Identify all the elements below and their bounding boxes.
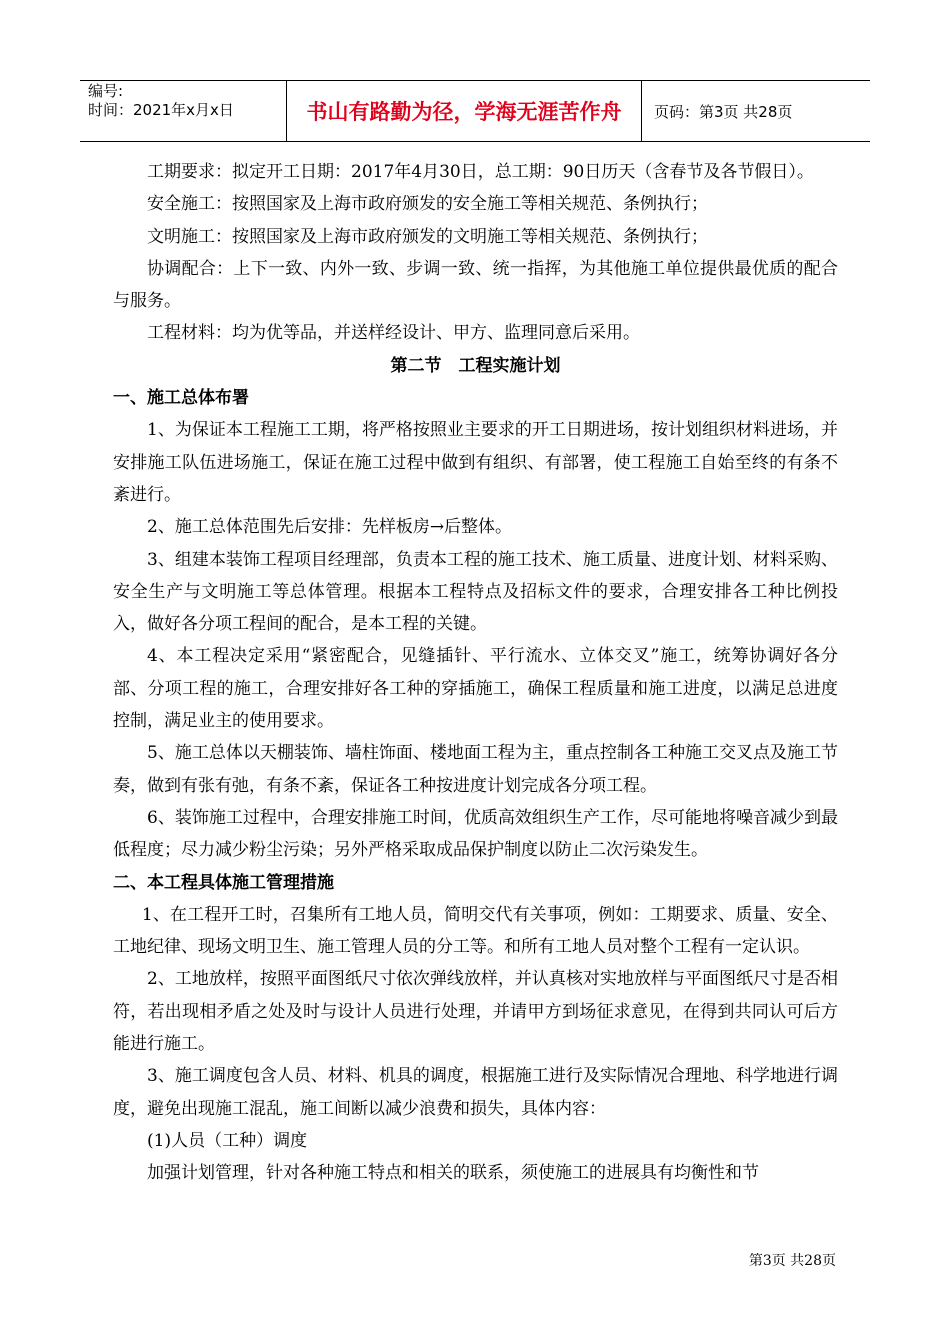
paragraph-deployment-1: 1、为保证本工程施工工期，将严格按照业主要求的开工日期进场，按计划组织材料进场，并安排施工队伍进场施工，保证在施工过程中做到有组织、有部署，使工程施工自始至终的有条不紊进行。: [113, 420, 838, 505]
paragraph-measures-3: 3、施工调度包含人员、材料、机具的调度，根据施工进行及实际情况合理地、科学地进行调度，避免出现施工混乱，施工间断以减少浪费和损失，具体内容：: [113, 1066, 838, 1119]
header-meta: [80, 81, 287, 141]
paragraph-measures-3-1: (1)人员（工种）调度: [147, 1130, 308, 1151]
paragraph-deployment-6: 6、装饰施工过程中，合理安排施工时间，优质高效组织生产工作，尽可能地将噪音减少到最低程度；尽力减少粉尘污染；另外严格采取成品保护制度以防止二次污染发生。: [113, 807, 838, 861]
document-body: [113, 156, 838, 1190]
heading-overall-deployment: 一、施工总体布署: [113, 388, 249, 409]
paragraph-measures-1: 1、在工程开工时，召集所有工地人员，简明交代有关事项，例如：工期要求、质量、安全、工地纪律、现场文明卫生、施工管理人员的分工等。和所有工地人员对整个工程有一定认识。: [113, 904, 838, 958]
paragraph-civilized: 文明施工：按照国家及上海市政府颁发的文明施工等相关规范、条例执行；: [147, 226, 708, 247]
paragraph-safety: 安全施工：按照国家及上海市政府颁发的安全施工等相关规范、条例执行；: [147, 194, 708, 215]
document-time-label: 时间：2021年x月x日: [88, 101, 234, 119]
document-number-label: 编号:: [88, 82, 124, 100]
page-footer: 第3页 共28页: [748, 1253, 836, 1269]
paragraph-deployment-5: 5、施工总体以天棚装饰、墙柱饰面、楼地面工程为主，重点控制各工种施工交叉点及施工节奏，做到有张有弛，有条不紊，保证各工种按进度计划完成各分项工程。: [113, 743, 838, 796]
paragraph-materials: 工程材料：均为优等品，并送样经设计、甲方、监理同意后采用。: [147, 323, 640, 344]
paragraph-coordination: 协调配合：上下一致、内外一致、步调一致、统一指挥，为其他施工单位提供最优质的配合与服务。: [113, 258, 838, 312]
header-motto: 书山有路勤为径，学海无涯苦作舟: [287, 81, 642, 141]
paragraph-schedule: 工期要求：拟定开工日期：2017年4月30日，总工期：90日历天（含春节及各节假日）。: [147, 162, 814, 182]
paragraph-deployment-2: 2、施工总体范围先后安排：先样板房→后整体。: [147, 517, 513, 538]
section-title: 第二节 工程实施计划: [390, 355, 561, 376]
paragraph-measures-2: 2、工地放样，按照平面图纸尺寸依次弹线放样，并认真核对实地放样与平面图纸尺寸是否相符，若出现相矛盾之处及时与设计人员进行处理，并请甲方到场征求意见，在得到共同认可后方能进行施工。: [113, 969, 838, 1055]
paragraph-measures-3-1-text: 加强计划管理，针对各种施工特点和相关的联系，须使施工的进展具有均衡性和节: [147, 1163, 759, 1184]
page-header: [80, 80, 870, 142]
paragraph-deployment-3: 3、组建本装饰工程项目经理部，负责本工程的施工技术、施工质量、进度计划、材料采购、安全生产与文明施工等总体管理。根据本工程特点及招标文件的要求，合理安排各工种比例投入，做好各分项工程间的配合，是本工程的关键。: [113, 549, 838, 635]
header-page-number: 页码：第3页 共28页: [654, 102, 793, 121]
heading-management-measures: 二、本工程具体施工管理措施: [113, 872, 334, 893]
paragraph-deployment-4: 4、本工程决定采用“紧密配合，见缝插针、平行流水、立体交叉”施工，统筹协调好各分部、分项工程的施工，合理安排好各工种的穿插施工，确保工程质量和施工进度，以满足总进度控制，满足业主的使用要求。: [113, 646, 838, 732]
